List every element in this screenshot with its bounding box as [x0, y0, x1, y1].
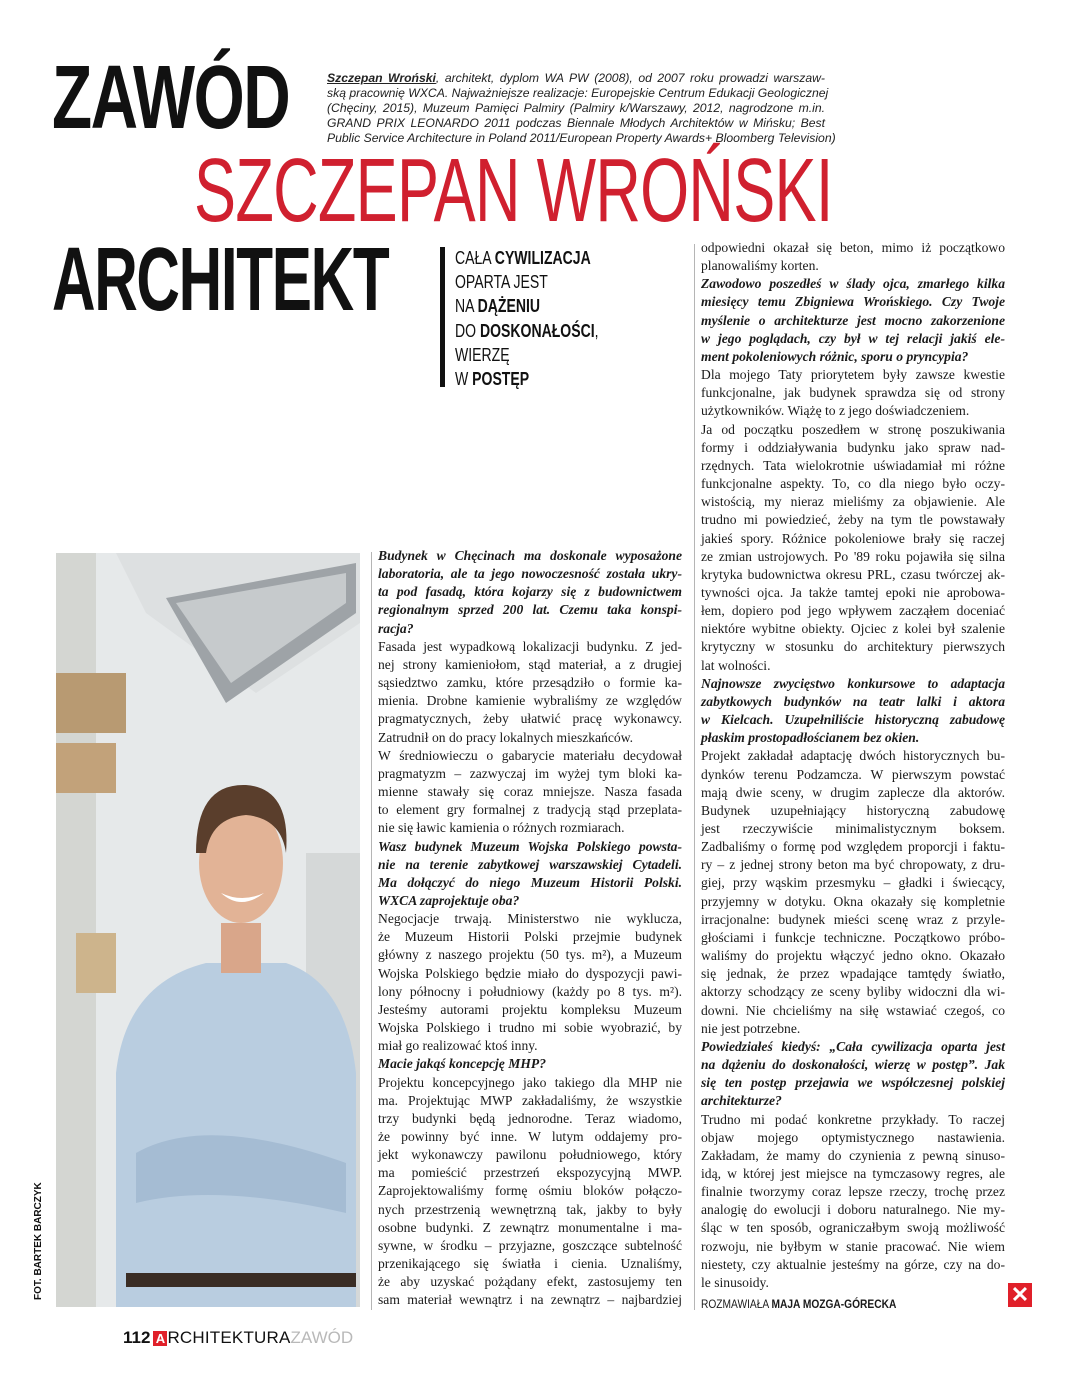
- bio-name: Szczepan Wroński: [327, 71, 436, 85]
- text-line: Zawodowo poszedłeś w ślady ojca, zmarłego kilka: [701, 276, 1005, 292]
- text-line: tywności ojca. Ja także tamtej epoki nie aprobowa-: [701, 584, 1005, 600]
- text-line: le sinusoidy.: [701, 1274, 769, 1290]
- portrait-photo: [56, 553, 360, 1307]
- text-line: sam materiał wewnątrz i na zewnątrz – najbardziej: [378, 1292, 682, 1308]
- text-line: że Muzeum Historii Polski przejmie budynek: [378, 929, 682, 945]
- text-line: funkcjonalne, jak budynek sprawdza się od strony: [701, 385, 1005, 401]
- text-line: WXCA zaprojektuje oba?: [378, 892, 520, 908]
- portrait-illustration: [56, 553, 360, 1307]
- text-line: trudno mi powiedzieć, żeby na tym tle powstawały: [701, 512, 1005, 528]
- text-line: pragmatyzm – zazwyczaj im wyżej tym bloki ka-: [378, 765, 682, 781]
- bio-line: (Chęciny, 2015), Muzeum Pamięci Palmiry (Palmiry k/Warszawy, 2012, nagrodzone m.in.: [327, 101, 825, 115]
- text-line: że aby uzyskać pożądany efekt, zastosujemy ten: [378, 1274, 682, 1290]
- text-line: mają dwie sceny, w drugim zaplecze dla aktorów.: [701, 784, 1005, 800]
- pull-quote-line: NA DĄŻENIU: [455, 296, 541, 317]
- text-line: Najnowsze zwycięstwo konkursowe to adaptacja: [701, 675, 1005, 691]
- column-divider: [371, 552, 372, 1310]
- text-line: Powiedziałeś kiedyś: „Cała cywilizacja oparta jest: [701, 1038, 1005, 1054]
- article-column-1: [378, 547, 682, 1310]
- text-line: Ma dołączyć do niego Muzeum Historii Polski.: [378, 874, 682, 890]
- text-line: główny z naszego projektu (50 tys. m²), a Muzeum: [378, 947, 682, 963]
- text-line: Negocjacje trwają. Ministerstwo nie wyklucza,: [378, 911, 682, 927]
- text-line: funkcjonalne aspekty. To, co dla niego było oczy-: [701, 476, 1005, 492]
- text-line: ta pod fasadą, która kojarzy się z budownictwem: [378, 584, 682, 600]
- text-line: Trudno mi podać konkretne przykłady. To raczej: [701, 1111, 1005, 1127]
- text-line: łem, dopiero pod jego wpływem zacząłem doceniać: [701, 603, 1005, 619]
- text-line: płaskim prostopadłościanem bez okien.: [701, 730, 920, 746]
- text-line: sywne, w środku – przyjazne, goszczące subtelność: [378, 1237, 682, 1253]
- interview-question: [701, 275, 1005, 366]
- bio-line: ską pracownię WXCA. Najważniejsze realizacje: Europejskie Centrum Edukacji Geologicznej: [327, 86, 829, 100]
- interviewee-name: SZCZEPAN WROŃSKI: [194, 141, 833, 241]
- text-line: myślenie o architekturze jest mocno zakorzenione: [701, 312, 1005, 328]
- text-line: się ten postęp przejawia we współczesnej polskiej: [701, 1075, 1005, 1091]
- text-line: formy i oddziaływania budynku jako spraw nad-: [701, 439, 1005, 455]
- interview-answer: [701, 421, 1005, 675]
- text-line: finalnie tworzymy coraz lepsze rzeczy, trochę przez: [701, 1184, 1005, 1200]
- text-line: pragmatycznych, żeby ułatwić pracę wykonawcy.: [378, 711, 682, 727]
- text-line: na dążeniu do doskonałości, wierzę w postęp”. Jak: [701, 1057, 1005, 1073]
- text-line: analogię do ewolucji i doboru naturalnego. Nie my-: [701, 1202, 1005, 1218]
- text-line: niektóre wybitne obiekty. Ojciec z kolei był szalenie: [701, 621, 1005, 637]
- text-line: Zaprojektowaliśmy formę ośmiu bloków połączo-: [378, 1183, 682, 1199]
- magazine-logo-a: A: [153, 1331, 167, 1346]
- magazine-name: RCHITEKTURA: [167, 1328, 291, 1347]
- text-line: jekt wykonawczy pawilonu południowego, który: [378, 1147, 682, 1163]
- text-line: Fasada jest wypadkową lokalizacji budynku. Z jed-: [378, 638, 682, 654]
- profession-title: ARCHITEKT: [52, 230, 389, 330]
- text-line: nej strony kamieniołom, stąd materiał, a z drugiej: [378, 656, 682, 672]
- text-line: Macie jakąś koncepcję MHP?: [378, 1056, 547, 1072]
- interview-answer: [701, 1111, 1005, 1293]
- kicker-title: ZAWÓD: [52, 48, 290, 148]
- text-line: Dla mojego Taty priorytetem były zawsze kwestie: [701, 367, 1005, 383]
- interview-answer: [378, 638, 682, 747]
- text-line: lat wolności.: [701, 657, 771, 673]
- text-line: ma pomieścić przestrzeń ekspozycyjną MWP.: [378, 1165, 682, 1181]
- bio-line: Public Service Architecture in Poland 2011/European Property Awards+ Bloomberg Television): [327, 131, 836, 145]
- page-number: 112: [123, 1328, 151, 1347]
- pull-quote-line: WIERZĘ: [455, 344, 510, 365]
- text-line: Projektu koncepcyjnego jako takiego dla MHP nie: [378, 1074, 682, 1090]
- article-column-2: [701, 239, 1005, 1292]
- text-line: regionalnym sprzed 200 lat. Czemu taka konspi-: [378, 602, 682, 618]
- text-line: lony północny i południowy (każdy po 8 tys. m²).: [378, 983, 682, 999]
- text-line: Ja od początku poszedłem w stronę poszukiwania: [701, 421, 1005, 437]
- text-line: trzy budynki będą jednorodne. Teraz wiadomo,: [378, 1110, 682, 1126]
- column-divider: [694, 244, 695, 1310]
- interview-question: [378, 838, 682, 911]
- pull-quote-line: OPARTA JEST: [455, 272, 548, 293]
- text-line: ma. Projektując MWP zakładaliśmy, że wszystkie: [378, 1092, 682, 1108]
- text-line: niestety, czy aktualnie jesteśmy na górze, czy na do-: [701, 1256, 1005, 1272]
- text-line: nie na terenie zabytkowej warszawskiej Cytadeli.: [378, 856, 682, 872]
- interview-answer: [701, 366, 1005, 420]
- text-line: wistością, my nieraz mieliśmy za objawienie. Ale: [701, 494, 1005, 510]
- text-line: że powinny być inne. W lutym oddajemy pro-: [378, 1129, 682, 1144]
- text-line: zabytkowych budynków na teatr lalki i aktora: [701, 693, 1005, 709]
- text-line: jakieś spory. Różnice pokoleniowe brały się raczej: [701, 530, 1005, 546]
- text-line: nie się ławic kamienia o różnych rozmiarach.: [378, 820, 625, 836]
- text-line: miesięcy temu Zbigniewa Wrońskiego. Czy Twoje: [701, 294, 1005, 310]
- text-line: to element gry formalnej z tradycją stąd przeplata-: [378, 802, 682, 818]
- text-line: giej, przy wąskim przesmyku – gładki i świecący,: [701, 875, 1005, 891]
- byline-author: MAJA MOZGA-GÓRECKA: [771, 1297, 897, 1311]
- text-line: architekturze?: [701, 1093, 782, 1109]
- text-line: mienia. Drobne kamienie wybraliśmy ze względów: [378, 693, 682, 709]
- text-line: odpowiedni okazał się beton, mimo iż początkowo: [701, 240, 1005, 255]
- interview-answer: [378, 910, 682, 1055]
- text-line: W średniowieczu o gabarycie materiału decydował: [378, 747, 682, 763]
- text-line: sąsiedztwo zamku, które przesądziło o formie ka-: [378, 675, 682, 691]
- section-name: ZAWÓD: [290, 1328, 354, 1347]
- pull-quote-line: W POSTĘP: [455, 369, 530, 390]
- text-line: ry – z jednej strony beton ma być chropowaty, z dru-: [701, 857, 1005, 873]
- text-line: Wasz budynek Muzeum Wojska Polskiego powsta-: [378, 838, 682, 854]
- text-line: Budynek w Chęcinach ma doskonale wyposażone: [378, 548, 682, 563]
- interview-answer: [701, 747, 1005, 1038]
- text-line: idą, w której jest miejsce na tymczasowy regres, ale: [701, 1165, 1005, 1181]
- text-line: Wojska Polskiego będzie miało do dyspozycji pawi-: [378, 965, 682, 981]
- text-line: w Kielcach. Uzupełniliście historyczną zabudowę: [701, 712, 1005, 728]
- intro-bio: [327, 71, 836, 146]
- text-line: Budynek uzupełniający historyczną zabudowę: [701, 802, 1005, 818]
- interview-question: [378, 547, 682, 638]
- pull-quote-line: DO DOSKONAŁOŚCI,: [455, 320, 599, 341]
- interview-answer: [701, 239, 1005, 275]
- text-line: waliśmy do projektu włączyć jedno okno. Okazało: [701, 948, 1005, 964]
- text-line: ment pokoleniowych różnic, sporu o pryncypia?: [701, 348, 969, 364]
- interview-answer: [378, 1074, 682, 1310]
- text-line: Zakładam, że mamy do czynienia z pewną sinuso-: [701, 1147, 1005, 1163]
- interview-question: [378, 1055, 682, 1073]
- text-line: przenikającego się światła i cienia. Uznaliśmy,: [378, 1256, 682, 1272]
- interviewer-byline: [701, 1297, 896, 1311]
- text-line: ze zmian ustrojowych. Po '89 roku pojawiła się silna: [701, 548, 1005, 564]
- pull-quote: [455, 246, 639, 391]
- text-line: nych przestrzenią wewnętrzną tak, jakby to były: [378, 1201, 682, 1217]
- text-line: Wojska Polskiego i trudno mi sobie wyobrazić, by: [378, 1020, 682, 1036]
- text-line: śląc w ten sposób, ograniczałbym swoją możliwość: [701, 1220, 1005, 1236]
- text-line: aktorzy schodzący ze sceny byliby widoczni dla wi-: [701, 984, 1005, 1000]
- text-line: rzędnych. Tata wielokrotnie uświadamiał mi różne: [701, 457, 1005, 473]
- text-line: objaw mojego optymistycznego nastawienia.: [701, 1129, 1005, 1145]
- text-line: osobne budynki. Z zewnątrz monumentalne i ma-: [378, 1219, 682, 1235]
- text-line: downi. Nie chcieliśmy na siłę wstawiać czegoś, co: [701, 1002, 1005, 1018]
- text-line: planowaliśmy korten.: [701, 258, 819, 274]
- text-line: mienne stawały się coraz mniejsze. Nasza fasada: [378, 784, 682, 800]
- text-line: laboratoria, ale ta jego nowoczesność została ukry-: [378, 566, 682, 582]
- text-line: Projekt zakładał adaptację dwóch historycznych bu-: [701, 748, 1005, 764]
- text-line: rozwoju, nie byłbym w stanie pracować. Nie wiem: [701, 1238, 1005, 1254]
- interview-answer: [378, 747, 682, 838]
- text-line: w jego poglądach, czy był w tej relacji jakiś ele-: [701, 330, 1005, 346]
- text-line: głościami i funkcje techniczne. Początkowo próbo-: [701, 929, 1005, 945]
- text-line: krytyka budownictwa okresu PRL, czasu twórczej ak-: [701, 566, 1005, 582]
- text-line: nie jest potrzebne.: [701, 1020, 801, 1036]
- page-footer: [123, 1328, 353, 1348]
- text-line: jest rzeczywiście minimalistycznym boksem.: [701, 821, 1005, 836]
- interview-question: [701, 1038, 1005, 1111]
- text-line: się jednak, że przez wpadające tamtędy światło,: [701, 966, 1005, 982]
- interview-question: [701, 675, 1005, 748]
- text-line: krytyczny w stosunku do architektury pierwszych: [701, 639, 1005, 655]
- text-line: dynków terenu Podzamcza. W pierwszym powstać: [701, 766, 1005, 782]
- text-line: przyjemny w dotyku. Okna okazały się kompletnie: [701, 893, 1005, 909]
- bio-line: , architekt, dyplom WA PW (2008), od 2007 roku prowadzi warszaw-: [435, 71, 825, 85]
- text-line: irracjonalne: budynek mieści scenę wraz z przyle-: [701, 911, 1005, 927]
- pull-quote-line: CAŁA CYWILIZACJA: [455, 248, 591, 268]
- byline-label: ROZMAWIAŁA: [701, 1297, 772, 1311]
- text-line: Zadbaliśmy o formę pod względem proporcji i faktu-: [701, 839, 1005, 855]
- pull-quote-bar: [440, 247, 445, 387]
- end-of-article-x-icon: ✕: [1008, 1283, 1032, 1307]
- text-line: użytkowników. Wiążę to z jego doświadczeniem.: [701, 403, 970, 419]
- bio-line: GRAND PRIX LEONARDO 2011 podczas Biennale Młodych Architektów w Mińsku; Best: [327, 116, 825, 130]
- text-line: miał go realizować ktoś inny.: [378, 1038, 538, 1054]
- text-line: Jesteśmy autorami projektu kompleksu Muzeum: [378, 1001, 682, 1017]
- text-line: racja?: [378, 620, 414, 636]
- photo-credit: FOT. BARTEK BARCZYK: [33, 1182, 44, 1300]
- text-line: Zatrudnił on do pracy lokalnych mieszkańców.: [378, 729, 634, 745]
